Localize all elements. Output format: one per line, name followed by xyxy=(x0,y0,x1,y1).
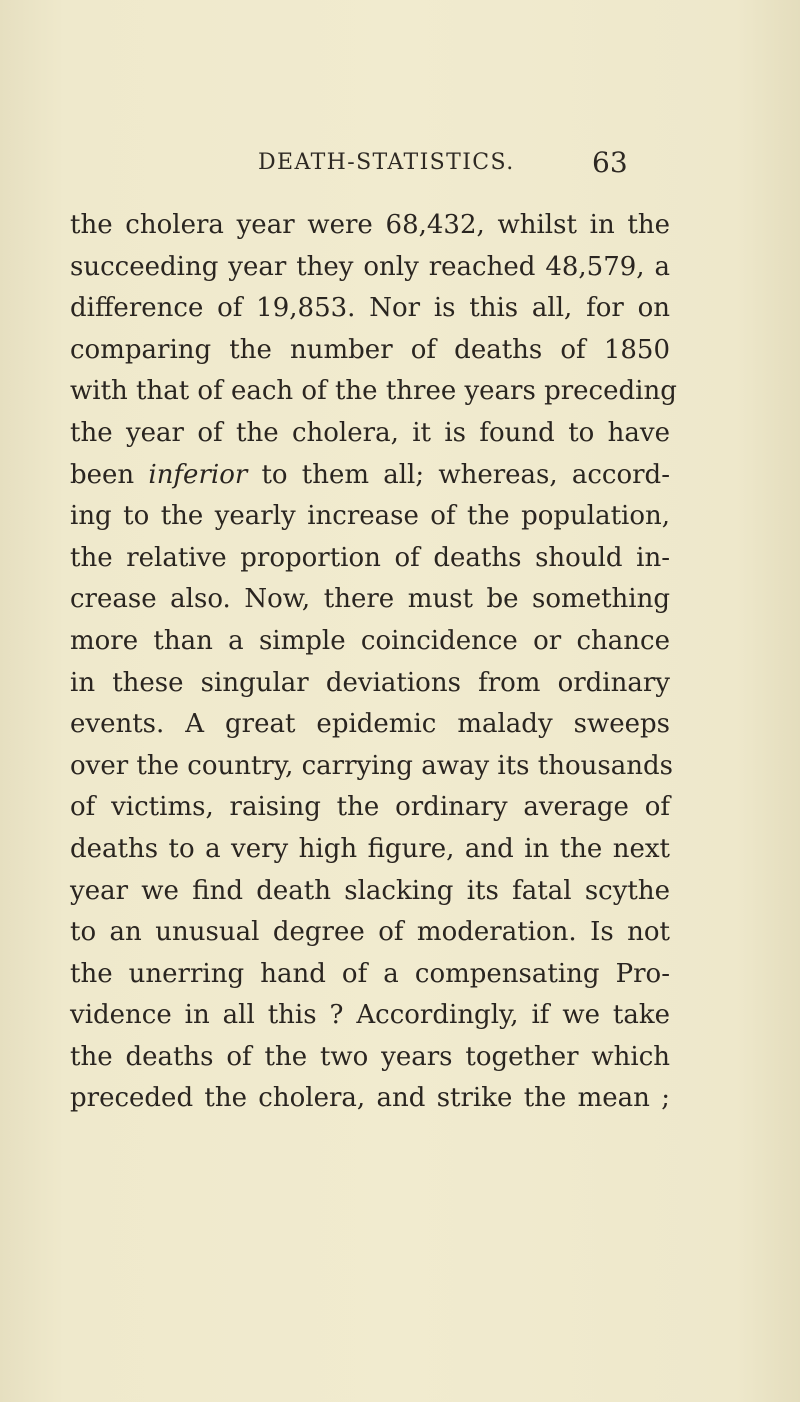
text-line xyxy=(70,455,670,497)
text-line: with that of each of the three years preceding xyxy=(70,376,677,407)
text-line: the unerring hand of a compensating Pro- xyxy=(70,958,670,989)
text-line: in these singular deviations from ordinary xyxy=(70,667,670,698)
text-line: preceded the cholera, and strike the mean ; xyxy=(70,1083,670,1114)
text-line: succeeding year they only reached 48,579, a xyxy=(70,251,670,282)
text-line: crease also. Now, there must be something xyxy=(70,584,670,615)
text-line: more than a simple coincidence or chance xyxy=(70,625,670,656)
text-line: the cholera year were 68,432, whilst in the xyxy=(70,210,670,240)
text-line: ing to the yearly increase of the population, xyxy=(70,501,670,532)
running-title: DEATH-STATISTICS. xyxy=(258,150,515,175)
italic-word: inferior xyxy=(148,459,248,490)
text-line: over the country, carrying away its thousands xyxy=(70,750,673,781)
text-line: of victims, raising the ordinary average of xyxy=(70,792,670,823)
text-line: year we find death slacking its fatal scythe xyxy=(70,875,670,906)
text-line: the deaths of the two years together which xyxy=(70,1041,670,1072)
text-line: the relative proportion of deaths should in- xyxy=(70,542,670,573)
page-number: 63 xyxy=(592,146,628,179)
text-line: comparing the number of deaths of 1850 xyxy=(70,334,670,365)
text-line: the year of the cholera, it is found to have xyxy=(70,417,670,448)
line-text-before: been xyxy=(70,459,149,490)
body-text xyxy=(70,205,677,1120)
line-text-after: to them all; whereas, accord- xyxy=(247,459,670,490)
text-line: vidence in all this ? Accordingly, if we take xyxy=(70,1000,670,1031)
text-line: difference of 19,853. Nor is this all, for on xyxy=(70,293,670,324)
text-line: to an unusual degree of moderation. Is not xyxy=(70,917,670,948)
text-line: events. A great epidemic malady sweeps xyxy=(70,709,670,740)
page-header xyxy=(0,146,800,190)
text-line: deaths to a very high figure, and in the next xyxy=(70,833,670,864)
